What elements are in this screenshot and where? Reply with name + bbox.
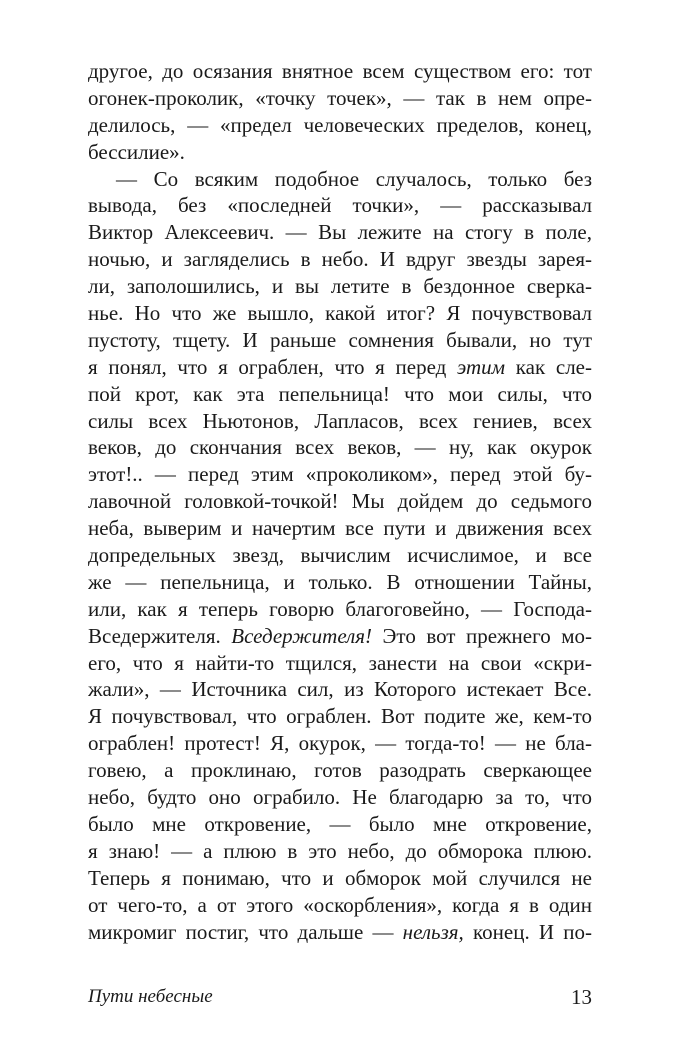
text-line: этот!.. — перед этим «проколиком», перед этой бу- <box>88 462 592 487</box>
text-line: неба, выверим и начертим все пути и движения всех <box>88 516 592 541</box>
text-line: Виктор Алексеевич. — Вы лежите на стогу в поле, <box>88 220 592 245</box>
running-title: Пути небесные <box>88 986 213 1007</box>
text-line: от чего-то, а от этого «оскорбления», когда я в один <box>88 892 592 917</box>
text-line: ночью, и загляделись в небо. И вдруг звезды зарея- <box>88 247 592 272</box>
italic-emphasis: этим <box>457 354 506 379</box>
text-line: небо, будто оно ограбило. Не благодарю за то, что <box>88 785 592 810</box>
text-line: Теперь я понимаю, что и обморок мой случился не <box>88 865 592 890</box>
text-line: веков, до скончания всех веков, — ну, как окурок <box>88 435 592 460</box>
text-line: я знаю! — а плюю в это небо, до обморока плюю. <box>88 838 592 863</box>
text-line: или, как я теперь говорю благоговейно, — Господа- <box>88 596 592 621</box>
text-line: делилось, — «предел человеческих пределов, конец, <box>88 112 592 137</box>
text-line: я понял, что я ограблен, что я перед этим как сле- <box>88 354 592 379</box>
body-text <box>88 58 592 945</box>
italic-emphasis: нельзя, <box>402 919 464 944</box>
text-line: силы всех Ньютонов, Лапласов, всех гениев, всех <box>88 408 592 433</box>
text-line: лавочной головкой-точкой! Мы дойдем до седьмого <box>88 489 592 514</box>
text-line: допредельных звезд, вычислим исчислимое, и все <box>88 543 592 568</box>
text-line: ограблен! протест! Я, окурок, — тогда-то! — не бла- <box>88 731 592 756</box>
text-line: микромиг постиг, что дальше — нельзя, конец. И по- <box>88 919 592 944</box>
text-line: его, что я найти-то тщился, занести на свои «скри- <box>88 650 592 675</box>
text-line: было мне откровение, — было мне откровение, <box>88 811 592 836</box>
text-line: нье. Но что же вышло, какой итог? Я почувствовал <box>88 301 592 326</box>
text-line: Я почувствовал, что ограблен. Вот подите же, кем-то <box>88 704 592 729</box>
text-line: же — пепельница, и только. В отношении Тайны, <box>88 569 592 594</box>
text-line: жали», — Источника сил, из Которого истекает Все. <box>88 677 592 702</box>
text-line: Вседержителя. Вседержителя! Это вот прежнего мо- <box>88 623 592 648</box>
italic-emphasis: Вседержителя! <box>231 623 373 648</box>
text-line: огонек-проколик, «точку точек», — так в нем опре- <box>88 85 592 110</box>
text-line: бессилие». <box>88 139 185 164</box>
page-footer <box>88 982 592 1012</box>
text-line: — Со всяким подобное случалось, только без <box>116 166 592 191</box>
text-line: пустоту, тщету. И раньше сомнения бывали, но тут <box>88 327 592 352</box>
text-line: другое, до осязания внятное всем существом его: тот <box>88 59 592 83</box>
text-line: пой крот, как эта пепельница! что мои силы, что <box>88 381 592 406</box>
text-line: вывода, без «последней точки», — рассказывал <box>88 193 592 218</box>
text-line: ли, заполошились, и вы летите в бездонное сверка- <box>88 274 592 299</box>
text-line: говею, а проклинаю, готов разодрать сверкающее <box>88 758 592 783</box>
page-number: 13 <box>571 985 592 1009</box>
